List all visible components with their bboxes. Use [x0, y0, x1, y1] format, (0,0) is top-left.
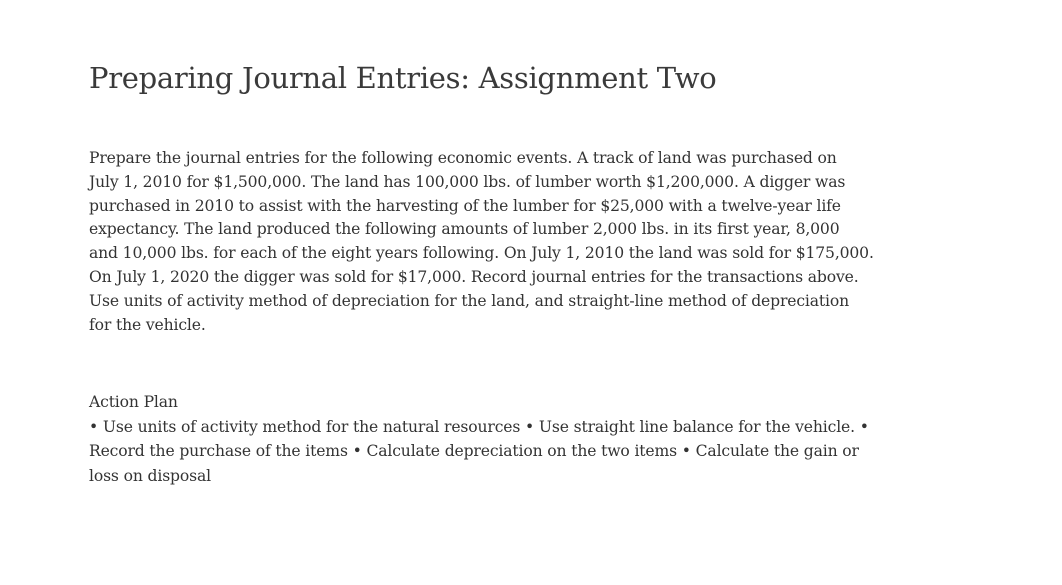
paragraph-line: Use units of activity method of depreciation for the land, and straight-line method of depreciation — [89, 291, 849, 310]
assignment-paragraph — [89, 147, 874, 337]
page-title: Preparing Journal Entries: Assignment Two — [89, 61, 717, 95]
paragraph-line: July 1, 2010 for $1,500,000. The land has 100,000 lbs. of lumber worth $1,200,000. A digger was — [89, 172, 846, 191]
action-plan-line: • Use units of activity method for the natural resources • Use straight line balance for the vehicle. • — [89, 417, 869, 436]
paragraph-line: purchased in 2010 to assist with the harvesting of the lumber for $25,000 with a twelve-year life — [89, 196, 841, 215]
paragraph-line: expectancy. The land produced the following amounts of lumber 2,000 lbs. in its first year, 8,000 — [89, 220, 840, 239]
paragraph-line: On July 1, 2020 the digger was sold for $17,000. Record journal entries for the transactions above. — [89, 267, 859, 286]
paragraph-line: and 10,000 lbs. for each of the eight years following. On July 1, 2010 the land was sold for $175,000. — [89, 244, 874, 263]
action-plan-line: Record the purchase of the items • Calculate depreciation on the two items • Calculate the gain or — [89, 442, 859, 461]
action-plan-line: loss on disposal — [89, 466, 211, 485]
action-plan-heading: Action Plan — [89, 393, 178, 411]
paragraph-line: for the vehicle. — [89, 315, 206, 334]
action-plan-section — [89, 390, 869, 488]
paragraph-line: Prepare the journal entries for the following economic events. A track of land was purchased on — [89, 149, 837, 167]
